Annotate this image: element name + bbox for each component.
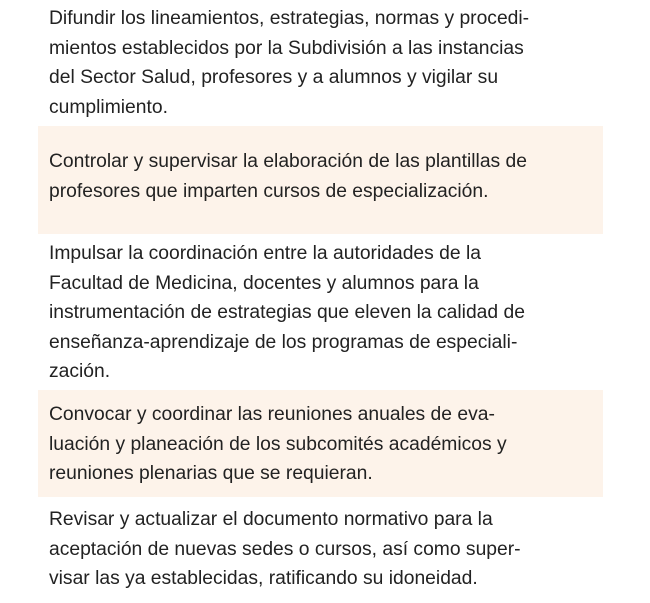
item-text-line: enseñanza-aprendizaje de los programas de especiali- [49, 331, 518, 353]
item-text-line: profesores que imparten cursos de especialización. [49, 180, 489, 202]
item-text-line: luación y planeación de los subcomités académicos y [49, 433, 507, 455]
list-item [38, 0, 603, 126]
item-text-line: aceptación de nuevas sedes o cursos, así como super- [49, 538, 521, 560]
list-item [38, 497, 603, 603]
item-text-line: zación. [49, 361, 111, 382]
list-item [38, 234, 603, 390]
list-item [38, 390, 603, 497]
item-text-line: Impulsar la coordinación entre la autoridades de la [49, 243, 481, 264]
item-text-line: reuniones plenarias que se requieran. [49, 463, 373, 484]
item-text-line: del Sector Salud, profesores y a alumnos y vigilar su [49, 67, 499, 88]
item-text-line: cumplimiento. [49, 96, 168, 118]
item-text-line: Facultad de Medicina, docentes y alumnos para la [49, 272, 479, 294]
item-text-line: instrumentación de estrategias que eleven la calidad de [49, 302, 525, 323]
item-text-line: mientos establecidos por la Subdivisión a las instancias [49, 37, 524, 59]
item-text-line: Revisar y actualizar el documento normativo para la [49, 509, 493, 530]
item-text-line: Difundir los lineamientos, estrategias, normas y procedi- [49, 8, 530, 29]
item-text-line: Controlar y supervisar la elaboración de las plantillas de [49, 151, 528, 172]
item-text-line: visar las ya establecidas, ratificando su idoneidad. [49, 568, 478, 589]
functions-list [38, 0, 603, 603]
item-text-line: Convocar y coordinar las reuniones anuales de eva- [49, 404, 495, 425]
list-item [38, 126, 603, 234]
